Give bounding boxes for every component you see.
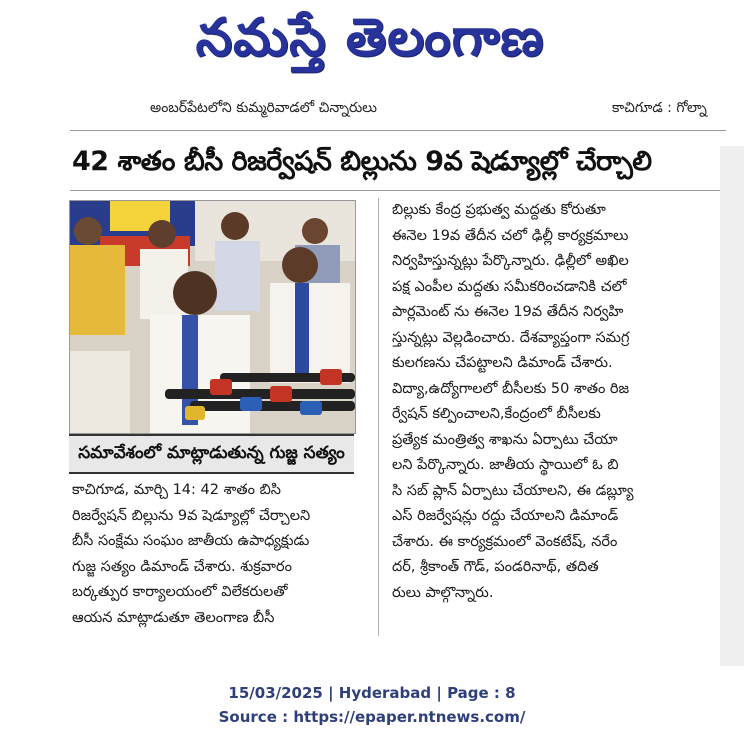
article-line: ఎస్ రిజర్వేషన్లు రద్దు చేయాలని డిమాండ్	[392, 508, 619, 524]
article-line: కులగణను చేపట్టాలని డిమాండ్ చేశారు.	[392, 355, 613, 371]
article-line: స్తున్నట్లు వెల్లడించారు. దేశవ్యాప్తంగా సమగ్ర	[392, 329, 630, 346]
article-line: బర్కత్పుర కార్యాలయంలో విలేకరులతో	[72, 584, 288, 600]
masthead-title: నమస్తే తెలంగాణ	[195, 8, 545, 68]
article-line: లని పేర్కొన్నారు. జాతీయ స్థాయిలో ఓ బి	[392, 457, 619, 473]
adjacent-article-edge	[720, 146, 744, 666]
article-line: ప్రత్యేక మంత్రిత్వ శాఖను ఏర్పాటు చేయా	[392, 431, 618, 448]
article-line: ఈనెల 19వ తేదీన చలో ఢిల్లీ కార్యక్రమాలు	[392, 227, 629, 244]
photo-caption: సమావేశంలో మాట్లాడుతున్న గుజ్జ సత్యం	[69, 434, 354, 474]
top-divider	[70, 130, 726, 131]
article-line: రిజర్వేషన్ బిల్లును 9వ షెడ్యూల్లో చేర్చాలని	[72, 507, 311, 524]
article-line: రులు పాల్గొన్నారు.	[392, 584, 494, 601]
article-line: బిల్లుకు కేంద్ర ప్రభుత్వ మద్దతు కోరుతూ	[392, 202, 606, 218]
article-line: పక్ష ఎంపీల మద్దతు సమీకరించడానికి చలో	[392, 278, 627, 295]
article-line: పార్లమెంట్ ను ఈనెల 19వ తేదీన నిర్వహి	[392, 304, 624, 320]
article-line: విద్యా,ఉద్యోగాలలో బీసీలకు 50 శాతం రిజ	[392, 380, 630, 397]
column-divider	[378, 198, 379, 636]
subheader-left: అంబర్‌పేటలోని కుమ్మరివాడలో చిన్నారులు	[150, 100, 377, 116]
subheader-right: కాచిగూడ : గోల్నా	[612, 100, 707, 116]
footer-source-line: Source : https://epaper.ntnews.com/	[218, 708, 526, 726]
article-line: కాచిగూడ, మార్చి 14: 42 శాతం బిసి	[72, 482, 281, 498]
article-line: బీసీ సంక్షేమ సంఘం జాతీయ ఉపాధ్యక్షుడు	[72, 533, 310, 549]
article-photo	[69, 200, 356, 434]
article-line: నిర్వహిస్తున్నట్లు పేర్కొన్నారు. ఢిల్లీలో అఖిల	[392, 253, 629, 269]
article-line: ర్వేషన్ కల్పించాలని,కేంద్రంలో బీసీలకు	[392, 406, 601, 422]
article-line: సి సబ్ ప్లాన్ ఏర్పాటు చేయాలని, ఈ డబ్ల్యూ	[392, 482, 634, 499]
article-right-column	[392, 198, 714, 606]
article-line: ఆయన మాట్లాడుతూ తెలంగాణ బీసీ	[72, 609, 275, 626]
article-line: చేశారు. ఈ కార్యక్రమంలో వెంకటేష్, నరేం	[392, 533, 618, 550]
headline-divider	[70, 190, 726, 191]
article-headline: 42 శాతం బీసీ రిజర్వేషన్ బిల్లును 9వ షెడ్యూల్లో చేర్చాలి	[72, 146, 652, 177]
footer-date-line: 15/03/2025 | Hyderabad | Page : 8	[228, 684, 516, 702]
article-line: గుజ్జ సత్యం డిమాండ్ చేశారు. శుక్రవారం	[72, 558, 292, 575]
article-line: దర్, శ్రీకాంత్ గౌడ్, పండరినాథ్, తదిత	[392, 559, 599, 575]
article-left-column	[72, 478, 362, 631]
